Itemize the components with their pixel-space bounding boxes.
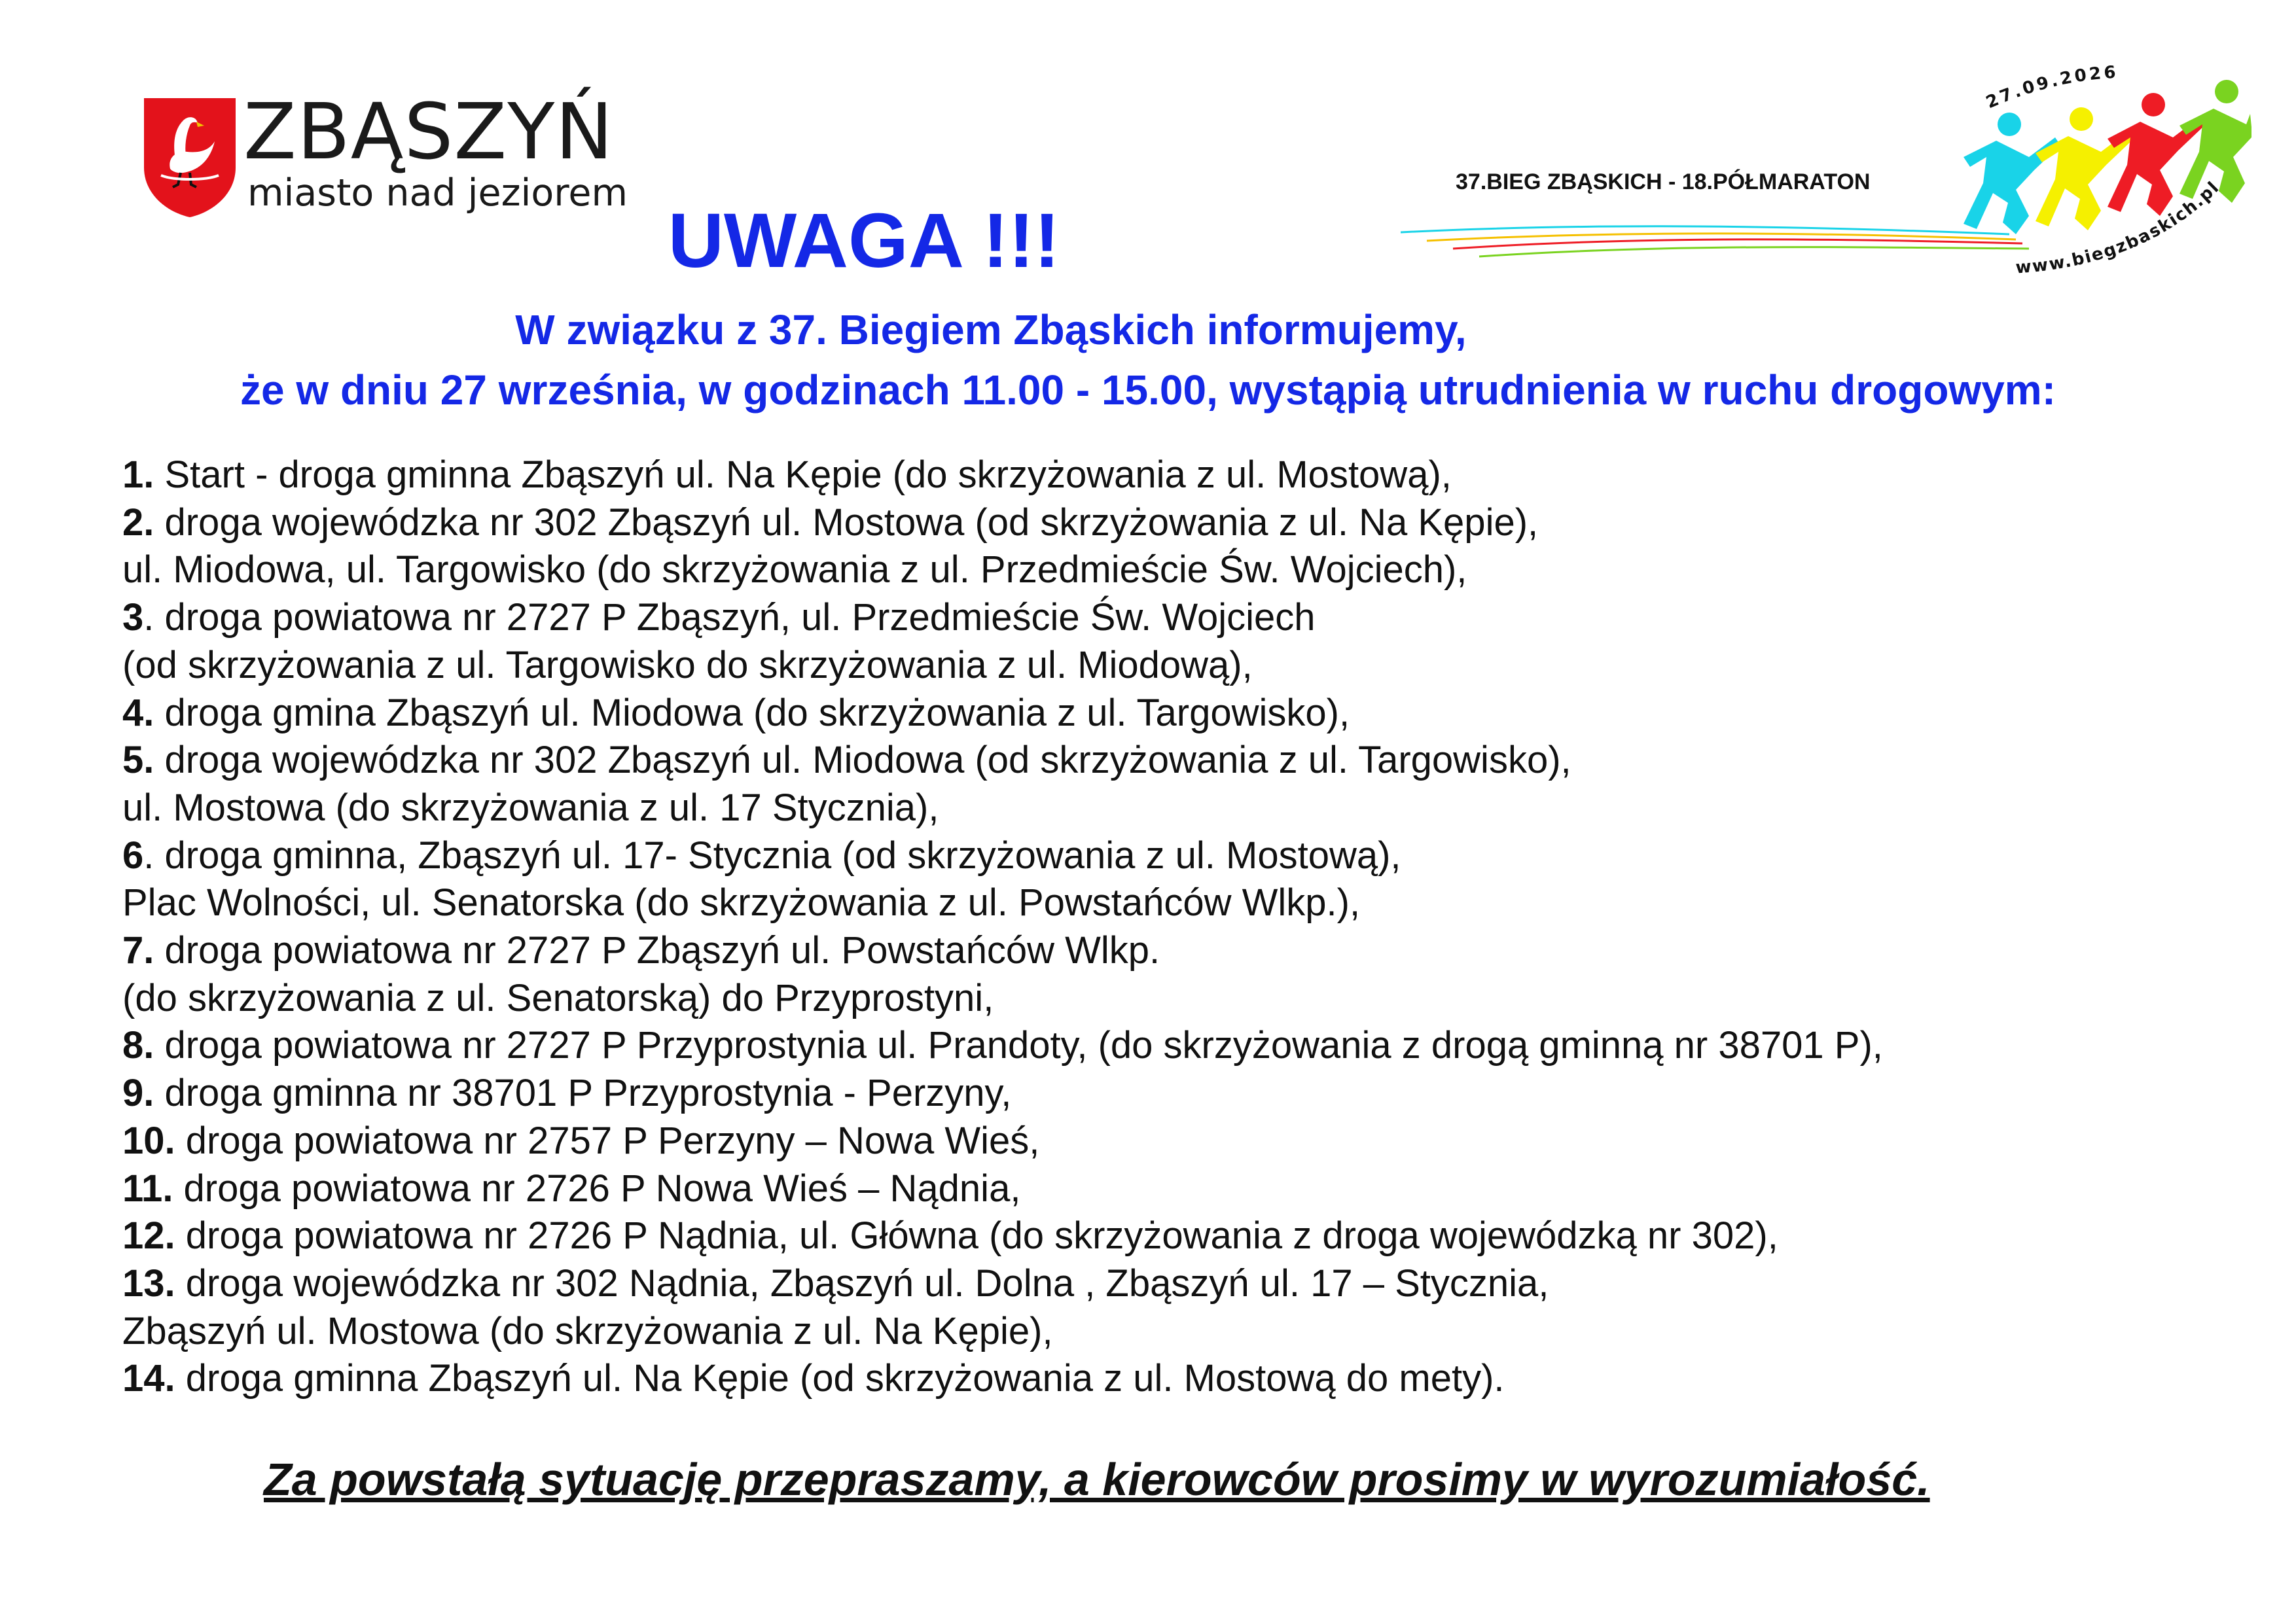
item-text: Plac Wolności, ul. Senatorska (do skrzyżowania z ul. Powstańców Wlkp.),	[122, 881, 1361, 925]
item-text: droga powiatowa nr 2727 P Zbąszyń ul. Powstańców Wlkp.	[154, 929, 1160, 972]
list-item	[122, 1260, 2250, 1308]
item-text: ul. Mostowa (do skrzyżowania z ul. 17 Stycznia),	[122, 786, 939, 829]
closing-note: Za powstałą sytuację przepraszamy, a kierowców prosimy w wyrozumiałość.	[264, 1454, 1930, 1505]
item-number: 5.	[122, 739, 154, 782]
item-text: droga powiatowa nr 2757 P Perzyny – Nowa Wieś,	[175, 1119, 1040, 1162]
list-item	[122, 785, 2250, 832]
town-tagline: miasto nad jeziorem	[247, 171, 628, 215]
item-number: 11.	[122, 1167, 173, 1210]
list-item	[122, 690, 2250, 737]
list-item	[122, 832, 2250, 880]
list-item	[122, 451, 2250, 499]
item-text: Zbąszyń ul. Mostowa (do skrzyżowania z ul. Na Kępie),	[122, 1309, 1053, 1352]
event-url: www.biegzbaskich.pl	[2015, 177, 2224, 278]
item-text: droga powiatowa nr 2726 P Nądnia, ul. Główna (do skrzyżowania z droga wojewódzką nr 302),	[175, 1214, 1778, 1258]
item-text: droga gminna Zbąszyń ul. Na Kępie (od skrzyżowania z ul. Mostową do mety).	[175, 1357, 1505, 1400]
list-item	[122, 642, 2250, 690]
intro-text	[0, 300, 2296, 420]
item-number: 7.	[122, 929, 154, 972]
item-number: 1.	[122, 453, 154, 496]
item-text: droga powiatowa nr 2727 P Przyprostynia ul. Prandoty, (do skrzyżowania z drogą gminną nr 38701 P),	[154, 1024, 1883, 1067]
event-title: 37.BIEG ZBĄSKICH - 18.PÓŁMARATON	[1456, 169, 1871, 194]
item-number: 9.	[122, 1072, 154, 1115]
item-text: . droga gminna, Zbąszyń ul. 17- Stycznia (od skrzyżowania z ul. Mostową),	[143, 834, 1401, 877]
list-item	[122, 594, 2250, 642]
item-number: 8.	[122, 1024, 154, 1067]
list-item	[122, 879, 2250, 927]
item-text: droga gmina Zbąszyń ul. Miodowa (do skrzyżowania z ul. Targowisko),	[154, 691, 1350, 734]
list-item	[122, 1165, 2250, 1213]
item-text: droga wojewódzka nr 302 Nądnia, Zbąszyń ul. Dolna , Zbąszyń ul. 17 – Stycznia,	[175, 1262, 1549, 1305]
headline: UWAGA !!!	[668, 198, 1060, 284]
list-item	[122, 1022, 2250, 1070]
list-item	[122, 1355, 2250, 1403]
intro-line: że w dniu 27 września, w godzinach 11.00 - 15.00, wystąpią utrudnienia w ruchu drogowym:	[240, 366, 2056, 414]
item-number: 14.	[122, 1357, 175, 1400]
item-number: 3	[122, 596, 144, 639]
item-text: droga wojewódzka nr 302 Zbąszyń ul. Mostowa (od skrzyżowania z ul. Na Kępie),	[154, 501, 1539, 544]
list-item	[122, 1070, 2250, 1118]
list-item	[122, 927, 2250, 975]
route-list	[122, 451, 2250, 1403]
item-text: droga wojewódzka nr 302 Zbąszyń ul. Miodowa (od skrzyżowania z ul. Targowisko),	[154, 739, 1571, 782]
list-item	[122, 546, 2250, 594]
list-item	[122, 975, 2250, 1023]
list-item	[122, 1308, 2250, 1356]
item-number: 6	[122, 834, 144, 877]
item-number: 2.	[122, 501, 154, 544]
town-name: ZBĄSZYŃ	[243, 86, 614, 177]
item-text: Start - droga gminna Zbąszyń ul. Na Kępie (do skrzyżowania z ul. Mostową),	[154, 453, 1452, 496]
item-text: (od skrzyżowania z ul. Targowisko do skrzyżowania z ul. Miodową),	[122, 643, 1253, 686]
list-item	[122, 737, 2250, 785]
list-item	[122, 499, 2250, 547]
runner-yellow-icon	[2036, 107, 2132, 230]
event-date: 27.09.2026	[1983, 62, 2119, 113]
item-number: 10.	[122, 1119, 175, 1162]
item-text: droga powiatowa nr 2726 P Nowa Wieś – Nądnia,	[173, 1167, 1021, 1210]
item-number: 4.	[122, 691, 154, 734]
item-number: 13.	[122, 1262, 175, 1305]
list-item	[122, 1118, 2250, 1165]
list-item	[122, 1212, 2250, 1260]
item-text: droga gminna nr 38701 P Przyprostynia - Perzyny,	[154, 1072, 1012, 1115]
item-text: (do skrzyżowania z ul. Senatorską) do Przyprostyni,	[122, 976, 994, 1019]
item-number: 12.	[122, 1214, 175, 1258]
intro-line: W związku z 37. Biegiem Zbąskich informujemy,	[515, 306, 1467, 353]
item-text: ul. Miodowa, ul. Targowisko (do skrzyżowania z ul. Przedmieście Św. Wojciech),	[122, 548, 1467, 591]
item-text: . droga powiatowa nr 2727 P Zbąszyń, ul. Przedmieście Św. Wojciech	[143, 596, 1316, 639]
